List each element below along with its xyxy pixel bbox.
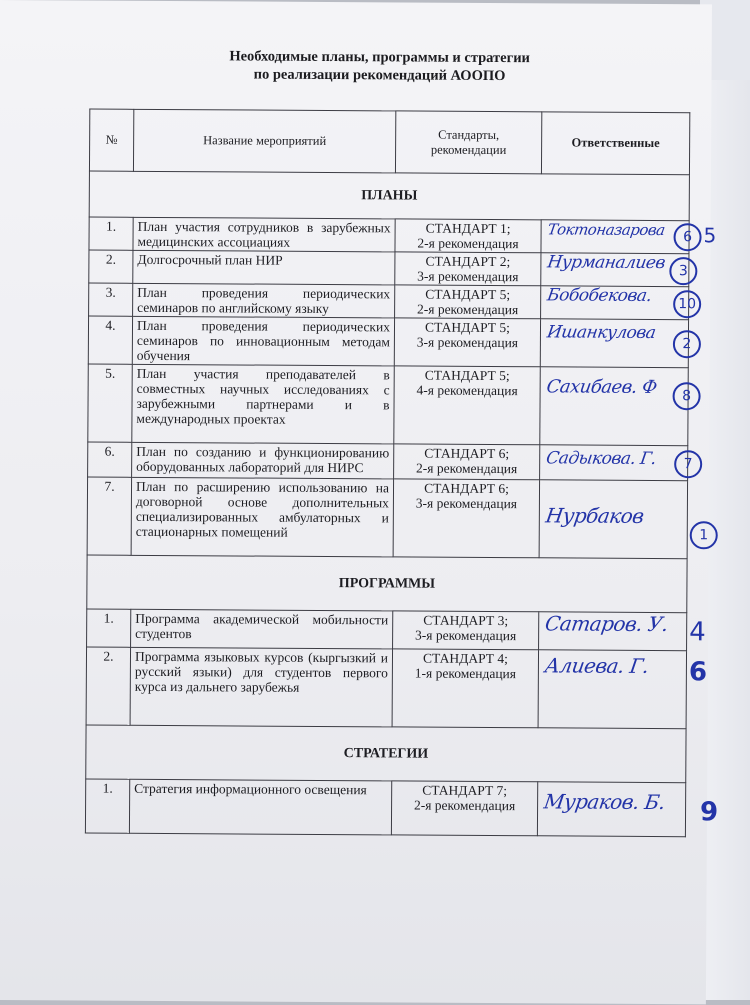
- recommendation-text: 2-я рекомендация: [415, 460, 518, 477]
- section-title: СТРАТЕГИИ: [86, 725, 686, 783]
- standard-text: СТАНДАРТ 6;: [424, 445, 510, 462]
- recommendation-text: 4-я рекомендация: [416, 382, 518, 399]
- recommendation-text: 1-я рекомендация: [414, 665, 517, 682]
- standard-text: СТАНДАРТ 5;: [424, 367, 510, 384]
- handwritten-mark: 4: [689, 617, 706, 648]
- header-responsible: Ответственные: [541, 112, 689, 175]
- table-row: [88, 316, 688, 368]
- header-num: №: [89, 109, 133, 171]
- table-row: [87, 477, 687, 559]
- title-line-2: по реализации рекомендаций АООПО: [253, 66, 506, 85]
- standard-text: СТАНДАРТ 7;: [422, 782, 508, 799]
- standard-text: СТАНДАРТ 5;: [425, 319, 510, 336]
- table-row: [89, 217, 689, 254]
- row-standard: [394, 366, 540, 445]
- row-standard: [394, 444, 540, 480]
- row-num: 4.: [88, 316, 132, 364]
- circled-mark: 6: [673, 223, 701, 251]
- recommendation-text: 2-я рекомендация: [416, 301, 519, 318]
- table-row: [86, 647, 686, 729]
- row-responsible: [538, 650, 708, 729]
- row-name: План по расширению использованию на договорной основе дополнительных специализированных амбулаторных и стационарных помещений: [131, 477, 393, 557]
- standard-text: СТАНДАРТ 6;: [424, 480, 509, 497]
- table-row: [85, 779, 685, 837]
- standard-text: СТАНДАРТ 2;: [425, 253, 511, 270]
- title-line-1: Необходимые планы, программы и стратегии: [229, 48, 530, 67]
- row-name: Программа академической мобильности студентов: [131, 609, 393, 649]
- recommendation-text: 3-я рекомендация: [417, 268, 519, 285]
- row-num: 3.: [89, 283, 133, 316]
- section-row-strategies: [86, 725, 686, 783]
- table-row: [88, 364, 688, 446]
- row-standard: [395, 252, 541, 286]
- row-name: План участия преподавателей в совместных научных исследованиях с зарубежными партнерами и в международных проектах: [132, 364, 394, 444]
- section-title: ПЛАНЫ: [89, 171, 689, 221]
- row-responsible: [541, 253, 689, 287]
- handwritten-mark: 6: [688, 657, 708, 688]
- row-name: Долгосрочный план НИР: [133, 250, 395, 285]
- recommendation-text: 3-я рекомендация: [416, 334, 519, 351]
- recommendation-text: 3-я рекомендация: [414, 627, 517, 644]
- row-num: 2.: [86, 647, 130, 725]
- plans-table: [85, 109, 719, 838]
- row-responsible: [540, 445, 693, 481]
- table-row: [89, 250, 689, 287]
- recommendation-text: 2-я рекомендация: [417, 235, 519, 252]
- row-standard: [394, 318, 540, 367]
- handwritten-mark: 9: [699, 797, 719, 828]
- row-responsible: [539, 611, 706, 651]
- document-title: [0, 46, 750, 87]
- row-responsible: [537, 782, 719, 837]
- header-standards: Стандарты, рекомендации: [395, 111, 541, 174]
- row-name: План проведения периодических семинаров по английскому языку: [133, 283, 395, 318]
- row-name: План участия сотрудников в зарубежных медицинских ассоциациях: [133, 217, 395, 252]
- row-num: 1.: [87, 609, 131, 647]
- row-standard: [391, 781, 537, 836]
- responsible-signature: Алиева. Г.: [543, 653, 651, 678]
- row-num: 6.: [88, 442, 132, 477]
- responsible-signature: Сатаров. У.: [543, 611, 670, 637]
- standard-text: СТАНДАРТ 1;: [425, 220, 511, 237]
- circled-mark: 1: [690, 521, 718, 549]
- row-responsible: [540, 367, 692, 446]
- section-title: ПРОГРАММЫ: [87, 555, 687, 613]
- row-name: План проведения периодических семинаров по инновационным методам обучения: [132, 316, 394, 366]
- row-responsible: [540, 319, 692, 368]
- table-row: [88, 442, 688, 481]
- circled-mark: 2: [673, 330, 701, 358]
- row-name: План по созданию и функционированию оборудованных лабораторий для НИРС: [132, 442, 394, 479]
- row-responsible: [541, 285, 697, 320]
- row-standard: [395, 219, 541, 253]
- row-standard: [393, 611, 539, 650]
- responsible-signature: Нурбаков: [544, 503, 646, 528]
- row-responsible: [539, 480, 709, 559]
- row-num: 7.: [87, 477, 131, 555]
- row-standard: [393, 479, 539, 558]
- responsible-signature: Ишанкулова: [545, 322, 657, 344]
- table-header-row: [89, 109, 689, 175]
- responsible-signature: Нурманалиев: [546, 252, 667, 274]
- row-name: Стратегия информационного освещения: [129, 779, 391, 835]
- recommendation-text: 2-я рекомендация: [413, 797, 516, 814]
- row-num: 1.: [85, 779, 129, 833]
- row-num: 2.: [89, 250, 133, 283]
- standard-text: СТАНДАРТ 4;: [423, 650, 508, 667]
- table-row: [89, 283, 689, 320]
- header-name: Название мероприятий: [133, 109, 395, 173]
- circled-mark: 7: [674, 450, 702, 478]
- responsible-signature: Сахибаев. Ф: [545, 376, 659, 399]
- section-row-plans: [89, 171, 689, 221]
- recommendation-text: 3-я рекомендация: [415, 495, 518, 512]
- table-row: [87, 609, 687, 651]
- responsible-signature: Бобобекова.: [545, 285, 653, 306]
- standard-text: СТАНДАРТ 5;: [425, 286, 511, 303]
- row-standard: [392, 649, 538, 728]
- row-num: 5.: [88, 364, 132, 442]
- standard-text: СТАНДАРТ 3;: [423, 612, 509, 629]
- circled-mark: 3: [669, 257, 697, 285]
- extra-mark: 5: [703, 223, 717, 248]
- responsible-signature: Мураков. Б.: [542, 789, 667, 815]
- circled-mark: 10: [673, 290, 701, 318]
- section-row-programs: [87, 555, 687, 613]
- row-name: Программа языковых курсов (кыргызкий и русский языки) для студентов первого курса из дальнего зарубежья: [130, 647, 392, 727]
- row-standard: [395, 285, 541, 319]
- circled-mark: 8: [673, 382, 701, 410]
- responsible-signature: Токтоназарова: [546, 220, 667, 240]
- responsible-signature: Садыкова. Г.: [544, 448, 658, 470]
- row-responsible: [541, 220, 717, 254]
- row-num: 1.: [89, 217, 133, 250]
